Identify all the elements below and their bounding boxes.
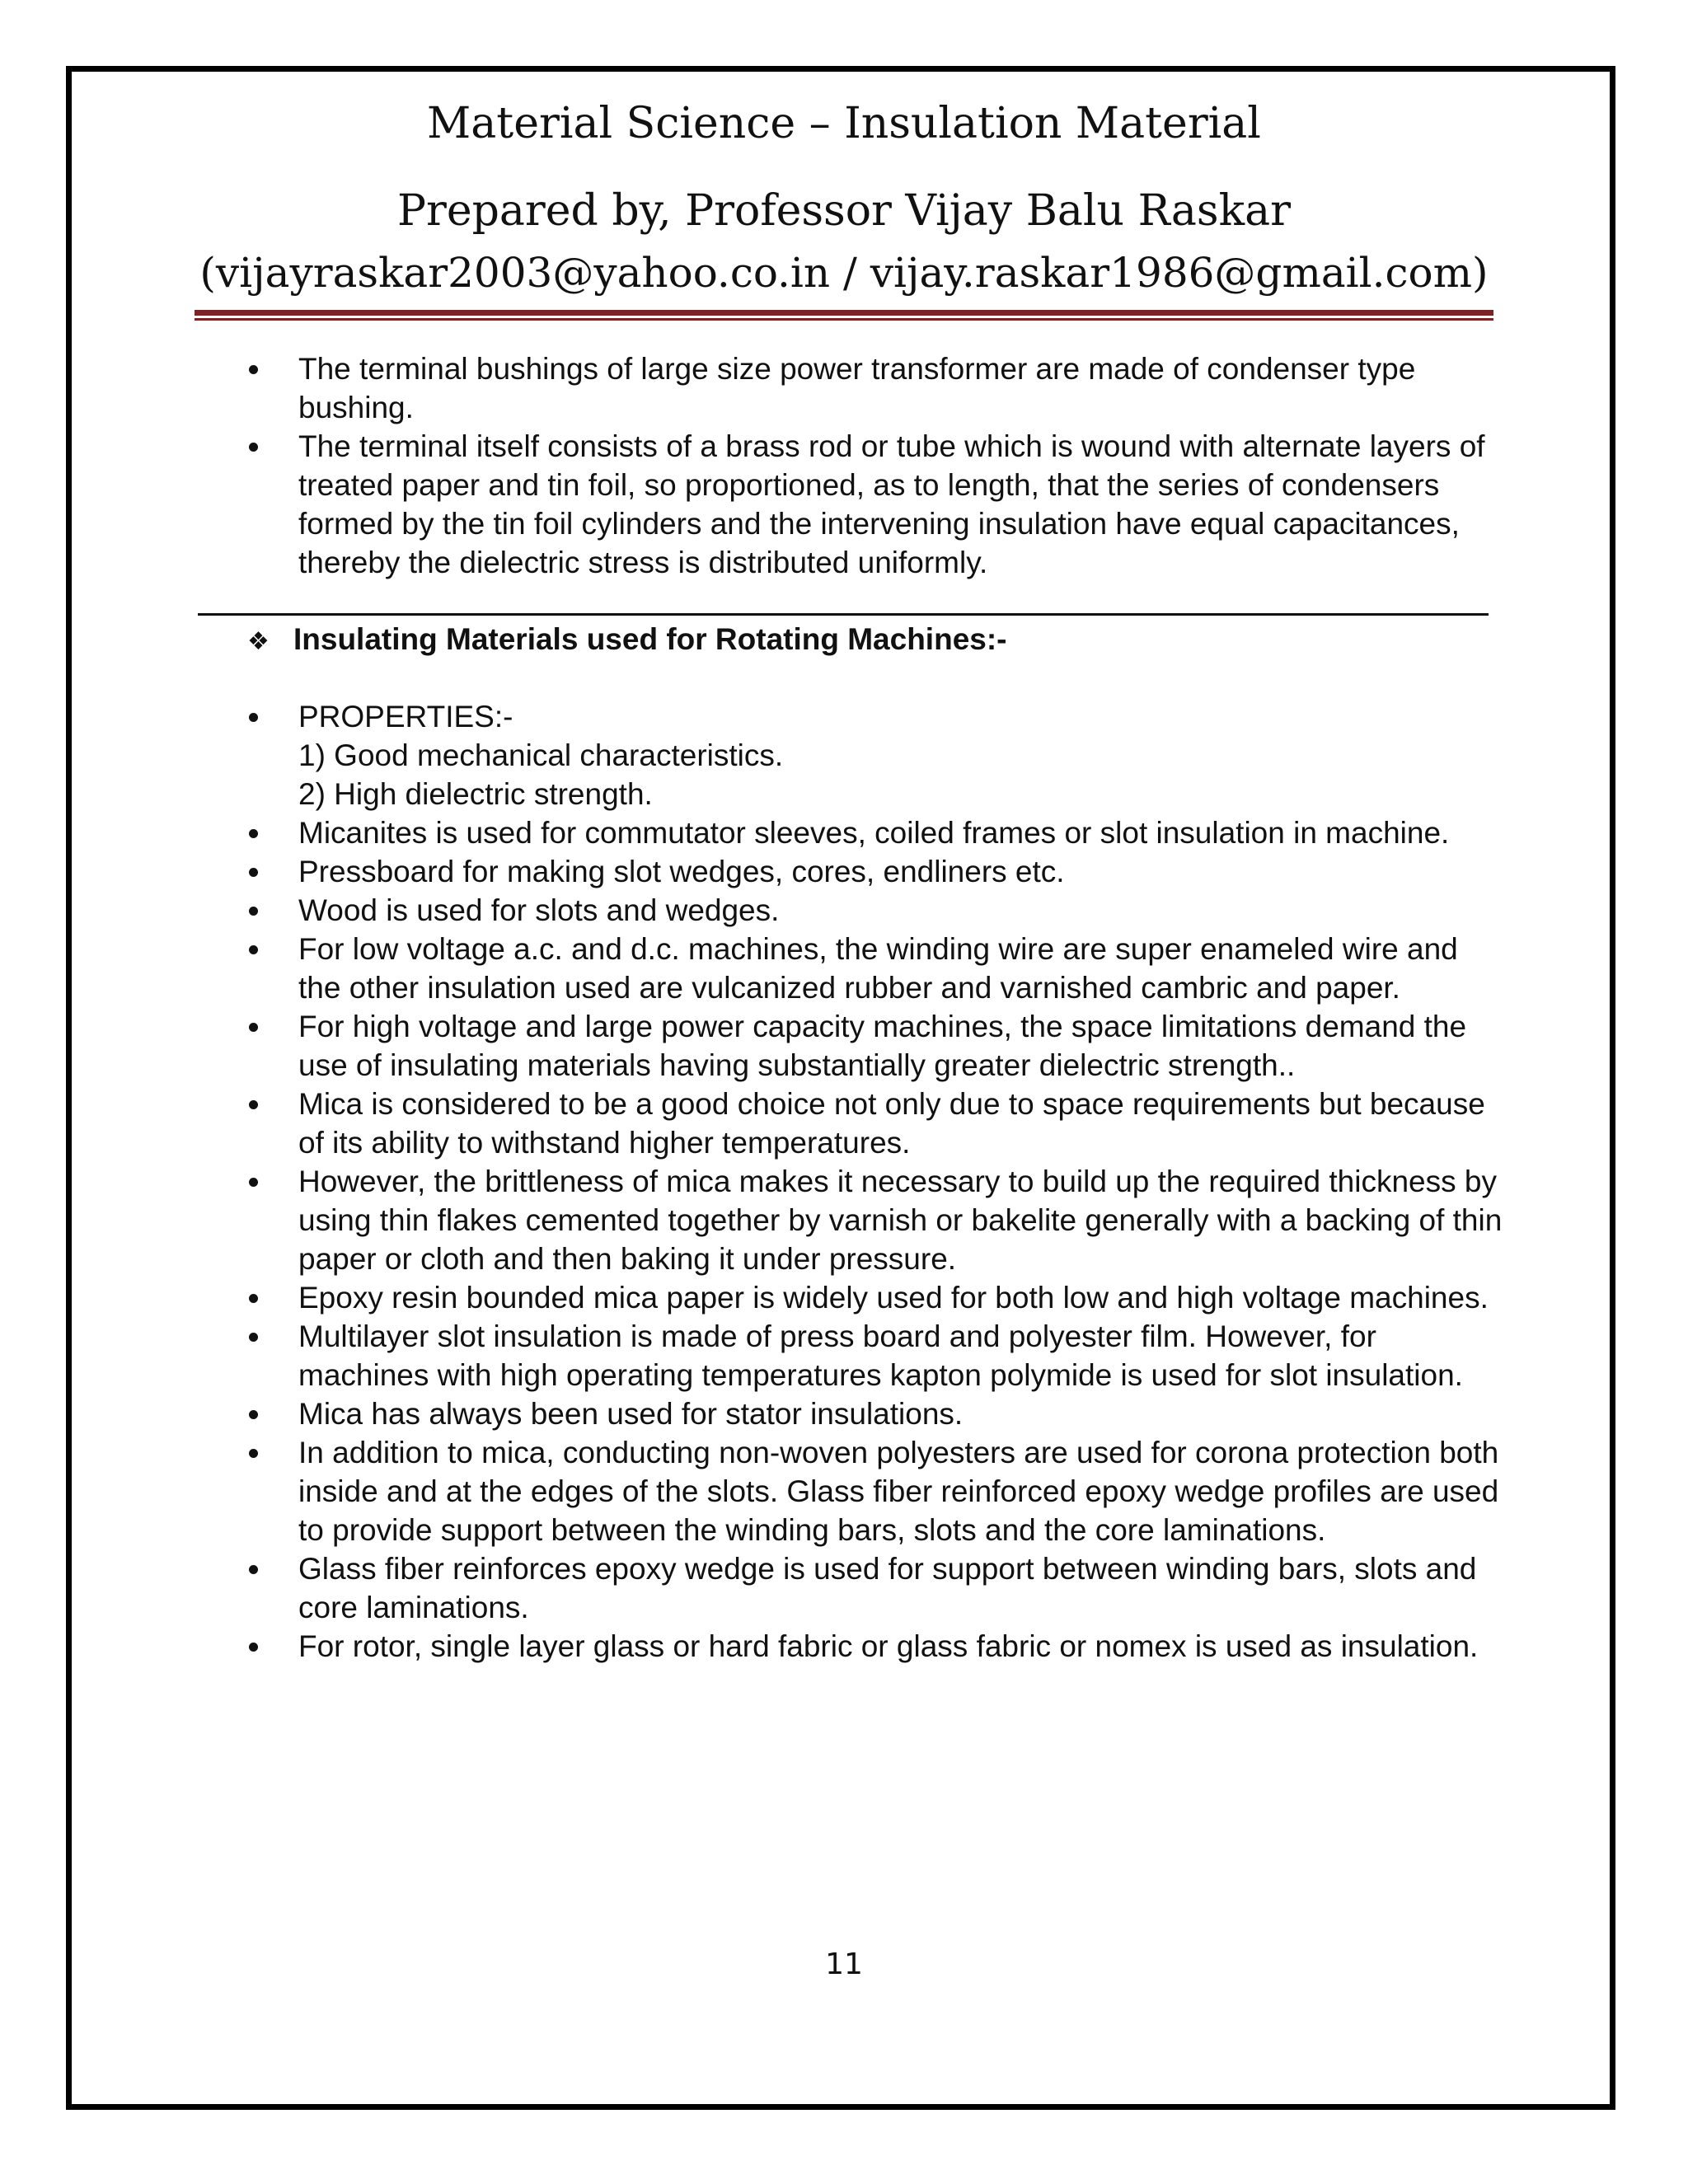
- section-heading: [247, 620, 1007, 661]
- list-item-text: For rotor, single layer glass or hard fabric or glass fabric or nomex is used as insulation.: [298, 1629, 1479, 1663]
- list-item: [239, 427, 1508, 582]
- list-item: [239, 1433, 1508, 1549]
- list-item: [239, 930, 1508, 1007]
- list-item: [239, 813, 1508, 852]
- list-item-text: Pressboard for making slot wedges, cores, endliners etc.: [298, 855, 1065, 888]
- list-item: [239, 1278, 1508, 1317]
- bullet-icon: [249, 1449, 258, 1458]
- list-item-text: Wood is used for slots and wedges.: [298, 893, 780, 927]
- bullet-icon: [249, 1410, 258, 1419]
- list-item: [239, 1549, 1508, 1627]
- list-item-text: Mica has always been used for stator insulations.: [298, 1397, 964, 1431]
- author-line: Prepared by, Professor Vijay Balu Raskar: [397, 186, 1291, 236]
- document-header: [0, 91, 1688, 302]
- list-item: [239, 1007, 1508, 1085]
- list-item: [239, 1394, 1508, 1433]
- list-item: [239, 891, 1508, 930]
- header-rule-thin: [195, 318, 1493, 321]
- list-item: [239, 1162, 1508, 1278]
- section-divider: [198, 613, 1489, 616]
- list-item: [239, 1627, 1508, 1666]
- list-item-text: Mica is considered to be a good choice not only due to space requirements but because of its ability to withstand higher temperatures.: [298, 1087, 1485, 1160]
- diamond-bullet-icon: ❖: [247, 627, 270, 656]
- rotating-machines-section: [239, 697, 1508, 1666]
- list-item-text: The terminal itself consists of a brass rod or tube which is wound with alternate layers of treated paper and tin foil, so proportioned, as to length, that the series of condensers formed by the tin foil cylinders and the intervening insulation have equal capacitances, thereby the dielectric stress is distributed uniformly.: [298, 429, 1485, 579]
- list-item-text: Multilayer slot insulation is made of press board and polyester film. However, for machines with high operating temperatures kapton polymide is used for slot insulation.: [298, 1319, 1463, 1392]
- bullet-icon: [249, 1100, 258, 1109]
- bullet-icon: [249, 443, 258, 452]
- list-item-text: In addition to mica, conducting non-woven polyesters are used for corona protection both inside and at the edges of the slots. Glass fiber reinforced epoxy wedge profiles are used to provide support between the winding bars, slots and the core laminations.: [298, 1436, 1499, 1547]
- property-item: 1) Good mechanical characteristics.: [298, 738, 784, 772]
- document-title: Material Science – Insulation Material: [427, 99, 1261, 148]
- bullet-icon: [249, 945, 258, 954]
- bullet-icon: [249, 907, 258, 916]
- author-emails: (vijayraskar2003@yahoo.co.in / vijay.raskar1986@gmail.com): [199, 249, 1489, 297]
- intro-section: [239, 349, 1508, 582]
- list-item-text: For high voltage and large power capacity machines, the space limitations demand the use of insulating materials having substantially greater dielectric strength..: [298, 1010, 1467, 1082]
- list-item-text: Micanites is used for commutator sleeves, coiled frames or slot insulation in machine.: [298, 816, 1450, 850]
- properties-label: PROPERTIES:-: [298, 700, 513, 733]
- bullet-icon: [249, 713, 258, 722]
- bullet-icon: [249, 1178, 258, 1187]
- list-item: [239, 1085, 1508, 1162]
- list-item: [239, 1317, 1508, 1394]
- bullet-icon: [249, 868, 258, 877]
- list-item: [239, 349, 1508, 427]
- header-rule-thick: [195, 310, 1493, 316]
- list-item: [239, 852, 1508, 891]
- list-item-text: However, the brittleness of mica makes it necessary to build up the required thickness by using thin flakes cemented together by varnish or bakelite generally with a backing of thin paper or cloth and then baking it under pressure.: [298, 1165, 1503, 1276]
- list-item-text: Glass fiber reinforces epoxy wedge is used for support between winding bars, slots and core laminations.: [298, 1552, 1477, 1624]
- bullet-icon: [249, 1294, 258, 1303]
- list-item-text: For low voltage a.c. and d.c. machines, the winding wire are super enameled wire and the other insulation used are vulcanized rubber and varnished cambric and paper.: [298, 932, 1458, 1005]
- rotating-machines-bullet-list: [239, 697, 1508, 1666]
- list-item-text: Epoxy resin bounded mica paper is widely used for both low and high voltage machines.: [298, 1281, 1489, 1315]
- section-heading-text: Insulating Materials used for Rotating Machines:-: [293, 622, 1007, 656]
- bullet-icon: [249, 365, 258, 374]
- bullet-icon: [249, 1643, 258, 1652]
- bullet-icon: [249, 1023, 258, 1032]
- list-item-text: The terminal bushings of large size power transformer are made of condenser type bushing.: [298, 352, 1416, 424]
- bullet-icon: [249, 1565, 258, 1574]
- property-item: 2) High dielectric strength.: [298, 777, 653, 811]
- page-number: 11: [825, 1947, 863, 1981]
- bullet-icon: [249, 829, 258, 838]
- intro-bullet-list: [239, 349, 1508, 582]
- list-item: [239, 697, 1508, 813]
- bullet-icon: [249, 1333, 258, 1342]
